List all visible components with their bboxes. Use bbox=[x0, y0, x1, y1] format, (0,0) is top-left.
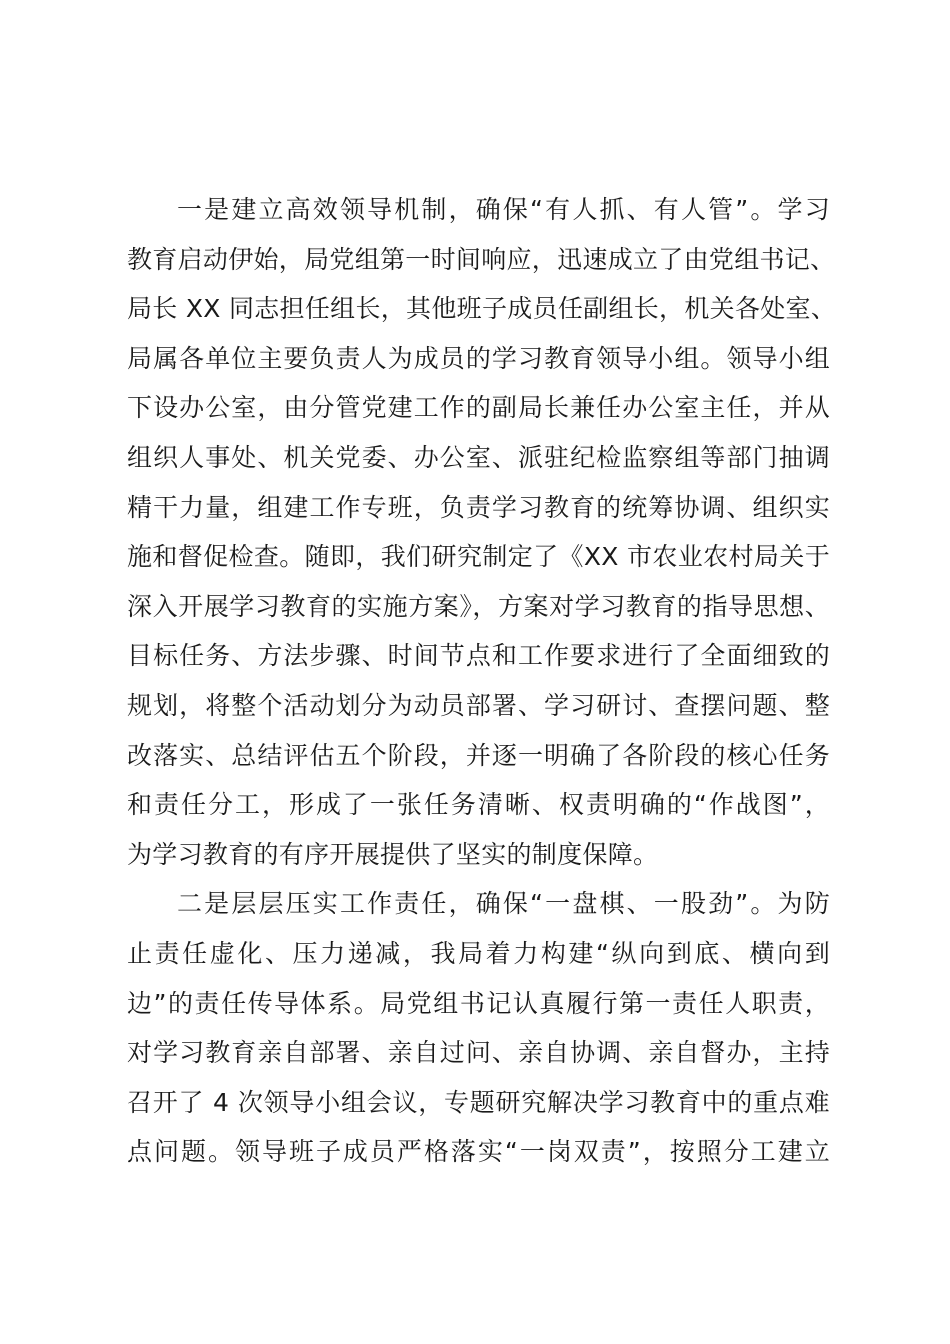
paragraph-leadership-mechanism bbox=[127, 185, 837, 879]
paragraph-line: 精干力量，组建工作专班，负责学习教育的统筹协调、组织实 bbox=[127, 492, 830, 522]
paragraph-line: 规划，将整个活动划分为动员部署、学习研讨、查摆问题、整 bbox=[127, 690, 830, 720]
document-body bbox=[127, 185, 837, 1177]
paragraph-line: 局长 XX 同志担任组长，其他班子成员任副组长，机关各处室、 bbox=[127, 294, 837, 324]
paragraph-line: 二是层层压实工作责任，确保“一盘棋、一股劲”。为防 bbox=[177, 889, 830, 919]
paragraph-line: 改落实、总结评估五个阶段，并逐一明确了各阶段的核心任务 bbox=[127, 740, 830, 770]
paragraph-line: 一是建立高效领导机制，确保“有人抓、有人管”。学习 bbox=[177, 195, 830, 224]
paragraph-line: 点问题。领导班子成员严格落实“一岗双责”，按照分工建立 bbox=[127, 1137, 830, 1167]
paragraph-responsibility bbox=[127, 879, 830, 1177]
paragraph-line: 教育启动伊始，局党组第一时间响应，迅速成立了由党组书记、 bbox=[127, 244, 836, 274]
paragraph-line: 下设办公室，由分管党建工作的副局长兼任办公室主任，并从 bbox=[127, 393, 830, 423]
paragraph-line: 局属各单位主要负责人为成员的学习教育领导小组。领导小组 bbox=[127, 343, 830, 373]
paragraph-line: 止责任虚化、压力递减，我局着力构建“纵向到底、横向到 bbox=[127, 938, 830, 968]
paragraph-line: 为学习教育的有序开展提供了坚实的制度保障。 bbox=[127, 839, 659, 869]
paragraph-line: 边”的责任传导体系。局党组书记认真履行第一责任人职责， bbox=[127, 988, 830, 1018]
paragraph-line: 和责任分工，形成了一张任务清晰、权责明确的“作战图”， bbox=[127, 790, 830, 820]
paragraph-line: 召开了 4 次领导小组会议，专题研究解决学习教育中的重点难 bbox=[127, 1087, 830, 1117]
paragraph-line: 对学习教育亲自部署、亲自过问、亲自协调、亲自督办，主持 bbox=[127, 1038, 830, 1068]
paragraph-line: 目标任务、方法步骤、时间节点和工作要求进行了全面细致的 bbox=[127, 641, 830, 671]
paragraph-line: 施和督促检查。随即，我们研究制定了《XX 市农业农村局关于 bbox=[127, 542, 830, 572]
paragraph-line: 深入开展学习教育的实施方案》，方案对学习教育的指导思想、 bbox=[127, 591, 830, 621]
paragraph-line: 组织人事处、机关党委、办公室、派驻纪检监察组等部门抽调 bbox=[127, 442, 830, 472]
